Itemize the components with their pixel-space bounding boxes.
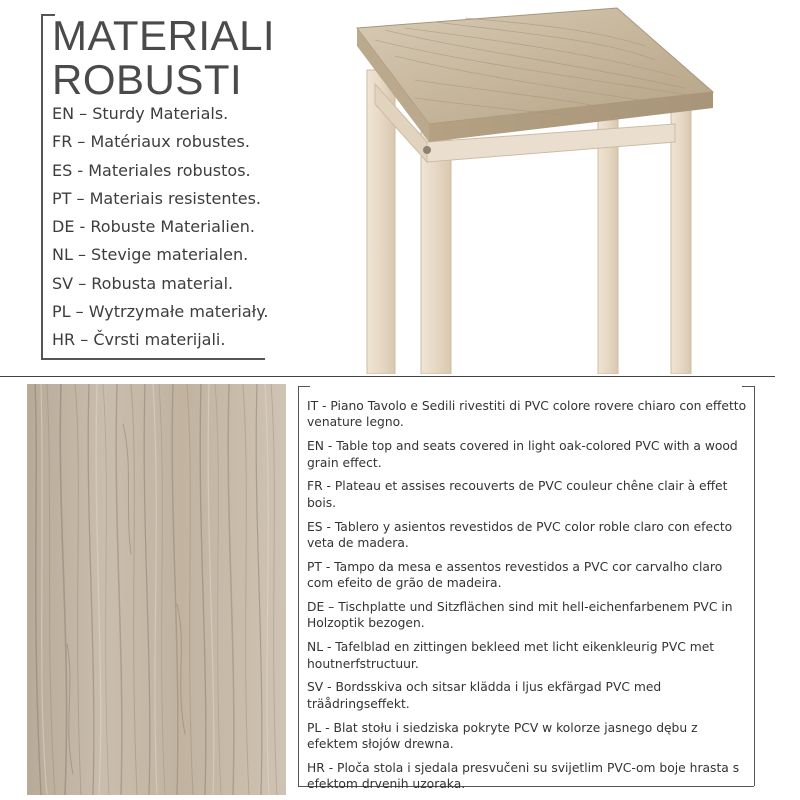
description-frame-right [754, 386, 755, 786]
description-frame-top-right [742, 386, 754, 387]
description-item: FR - Plateau et assises recouverts de PVC couleur chêne clair à effet bois. [307, 479, 728, 510]
description-item: EN - Table top and seats covered in light oak-colored PVC with a wood grain effect. [307, 439, 738, 470]
description-item: ES - Tablero y asientos revestidos de PVC color roble claro con efecto veta de madera. [307, 519, 733, 551]
stool-image [355, 0, 715, 374]
language-list [52, 100, 268, 355]
description-item: NL - Tafelblad en zittingen bekleed met licht eikenkleurig PVC met houtnerfstructuur. [307, 640, 715, 671]
description-item: DE – Tischplatte und Sitzflächen sind mit hell-eichenfarbenem PVC in Holzoptik bezogen. [307, 600, 733, 631]
description-list [307, 398, 749, 800]
language-item: PT – Materiais resistentes. [52, 188, 261, 208]
description-frame-left [298, 386, 299, 786]
title-frame-bottom [41, 358, 265, 360]
wood-texture-swatch [27, 384, 286, 795]
language-item: DE - Robuste Materialien. [52, 217, 255, 237]
language-item: EN – Sturdy Materials. [52, 104, 229, 123]
section-divider [0, 376, 775, 377]
description-frame-top [298, 386, 310, 387]
description-item: PL - Blat stołu i siedziska pokryte PCV w kolorze jasnego dębu z efektem słojów drewna. [307, 720, 698, 752]
language-item: FR – Matériaux robustes. [52, 132, 250, 152]
title-line-2: ROBUSTI [52, 56, 243, 103]
page-title [52, 14, 275, 102]
language-item: NL – Stevige materialen. [52, 245, 249, 265]
description-item: PT - Tampo da mesa e assentos revestidos a PVC cor carvalho claro com efeito de grão de madeira. [307, 559, 723, 591]
language-item: HR – Čvrsti materijali. [52, 330, 226, 350]
language-item: PL – Wytrzymałe materiały. [52, 302, 269, 322]
title-line-1: MATERIALI [52, 12, 276, 59]
title-frame-left [41, 14, 43, 360]
description-item: SV - Bordsskiva och sitsar klädda i ljus ekfärgad PVC med träådringseffekt. [307, 680, 662, 711]
language-item: ES - Materiales robustos. [52, 160, 251, 180]
description-item: HR - Ploča stola i sjedala presvučeni su svijetlim PVC-om boje hrasta s efektom drvenih uzoraka. [307, 760, 740, 792]
description-item: IT - Piano Tavolo e Sedili rivestiti di PVC colore rovere chiaro con effetto venature legno. [307, 399, 747, 430]
language-item: SV – Robusta material. [52, 273, 234, 293]
